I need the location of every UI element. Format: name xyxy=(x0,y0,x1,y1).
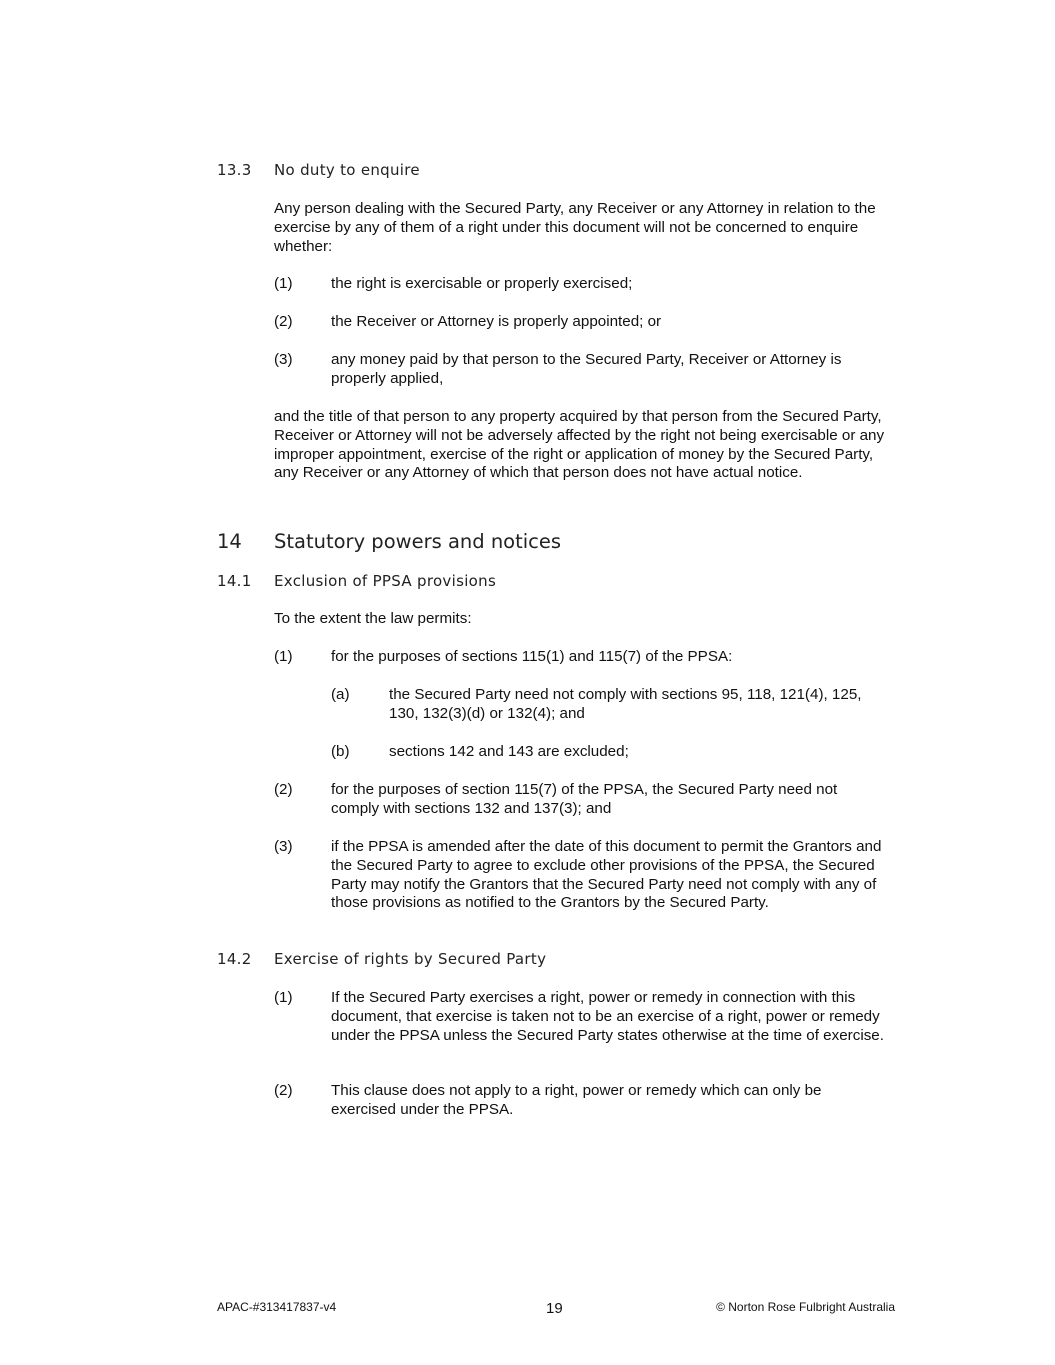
item-label: (1) xyxy=(274,275,293,292)
item-label: (2) xyxy=(274,1082,293,1099)
clause-number: 13.3 xyxy=(217,161,252,179)
item-text: the Receiver or Attorney is properly appointed; or xyxy=(331,313,662,330)
item-label: (a) xyxy=(331,686,350,703)
item-label: (2) xyxy=(274,313,293,330)
item-label: (b) xyxy=(331,743,350,760)
section-number: 14 xyxy=(217,530,242,553)
item-text: for the purposes of section 115(7) of the PPSA, the Secured Party need not comply with sections 132 and 137(3); and xyxy=(331,781,838,817)
item-text: the Secured Party need not comply with sections 95, 118, 121(4), 125, 130, 132(3)(d) or 132(4); and xyxy=(389,686,862,722)
item-label: (1) xyxy=(274,648,293,665)
clause-14-1-intro: To the extent the law permits: xyxy=(274,610,472,627)
footer-doc-ref: APAC-#313417837-v4 xyxy=(217,1300,337,1314)
item-text: any money paid by that person to the Secured Party, Receiver or Attorney is properly applied, xyxy=(331,351,842,387)
item-text: sections 142 and 143 are excluded; xyxy=(389,743,629,760)
clause-number: 14.2 xyxy=(217,950,252,968)
item-text: If the Secured Party exercises a right, power or remedy in connection with this document, that exercise is taken not to be an exercise of a right, power or remedy under the PPSA unless the Secured Party states otherwise at the time of exercise. xyxy=(331,989,884,1044)
clause-13-3-closing: and the title of that person to any property acquired by that person from the Secured Party, Receiver or Attorney will not be adversely affected by the right not being exercisable or any improper appointment, exercise of the right or application of money by the Secured Party, any Receiver or any Attorney of which that person does not have actual notice. xyxy=(274,408,885,482)
item-label: (2) xyxy=(274,781,293,798)
item-text: for the purposes of sections 115(1) and 115(7) of the PPSA: xyxy=(331,648,733,665)
clause-13-3-intro: Any person dealing with the Secured Party, any Receiver or any Attorney in relation to the exercise by any of them of a right under this document will not be concerned to enquire whether: xyxy=(274,200,876,255)
clause-title: Exercise of rights by Secured Party xyxy=(274,950,547,968)
item-text: if the PPSA is amended after the date of this document to permit the Grantors and the Secured Party to agree to exclude other provisions of the PPSA, the Secured Party may notify the Grantors that the Secured Party need not comply with any of those provisions as notified to the Grantors by the Secured Party. xyxy=(331,838,882,912)
footer-copyright: © Norton Rose Fulbright Australia xyxy=(716,1300,895,1314)
item-label: (3) xyxy=(274,838,293,855)
clause-number: 14.1 xyxy=(217,572,252,590)
item-label: (1) xyxy=(274,989,293,1006)
item-text: the right is exercisable or properly exercised; xyxy=(331,275,633,292)
item-label: (3) xyxy=(274,351,293,368)
item-text: This clause does not apply to a right, power or remedy which can only be exercised under the PPSA. xyxy=(331,1082,822,1118)
section-title: Statutory powers and notices xyxy=(274,530,562,553)
clause-title: Exclusion of PPSA provisions xyxy=(274,572,497,590)
page-number: 19 xyxy=(546,1300,563,1317)
clause-title: No duty to enquire xyxy=(274,161,420,179)
